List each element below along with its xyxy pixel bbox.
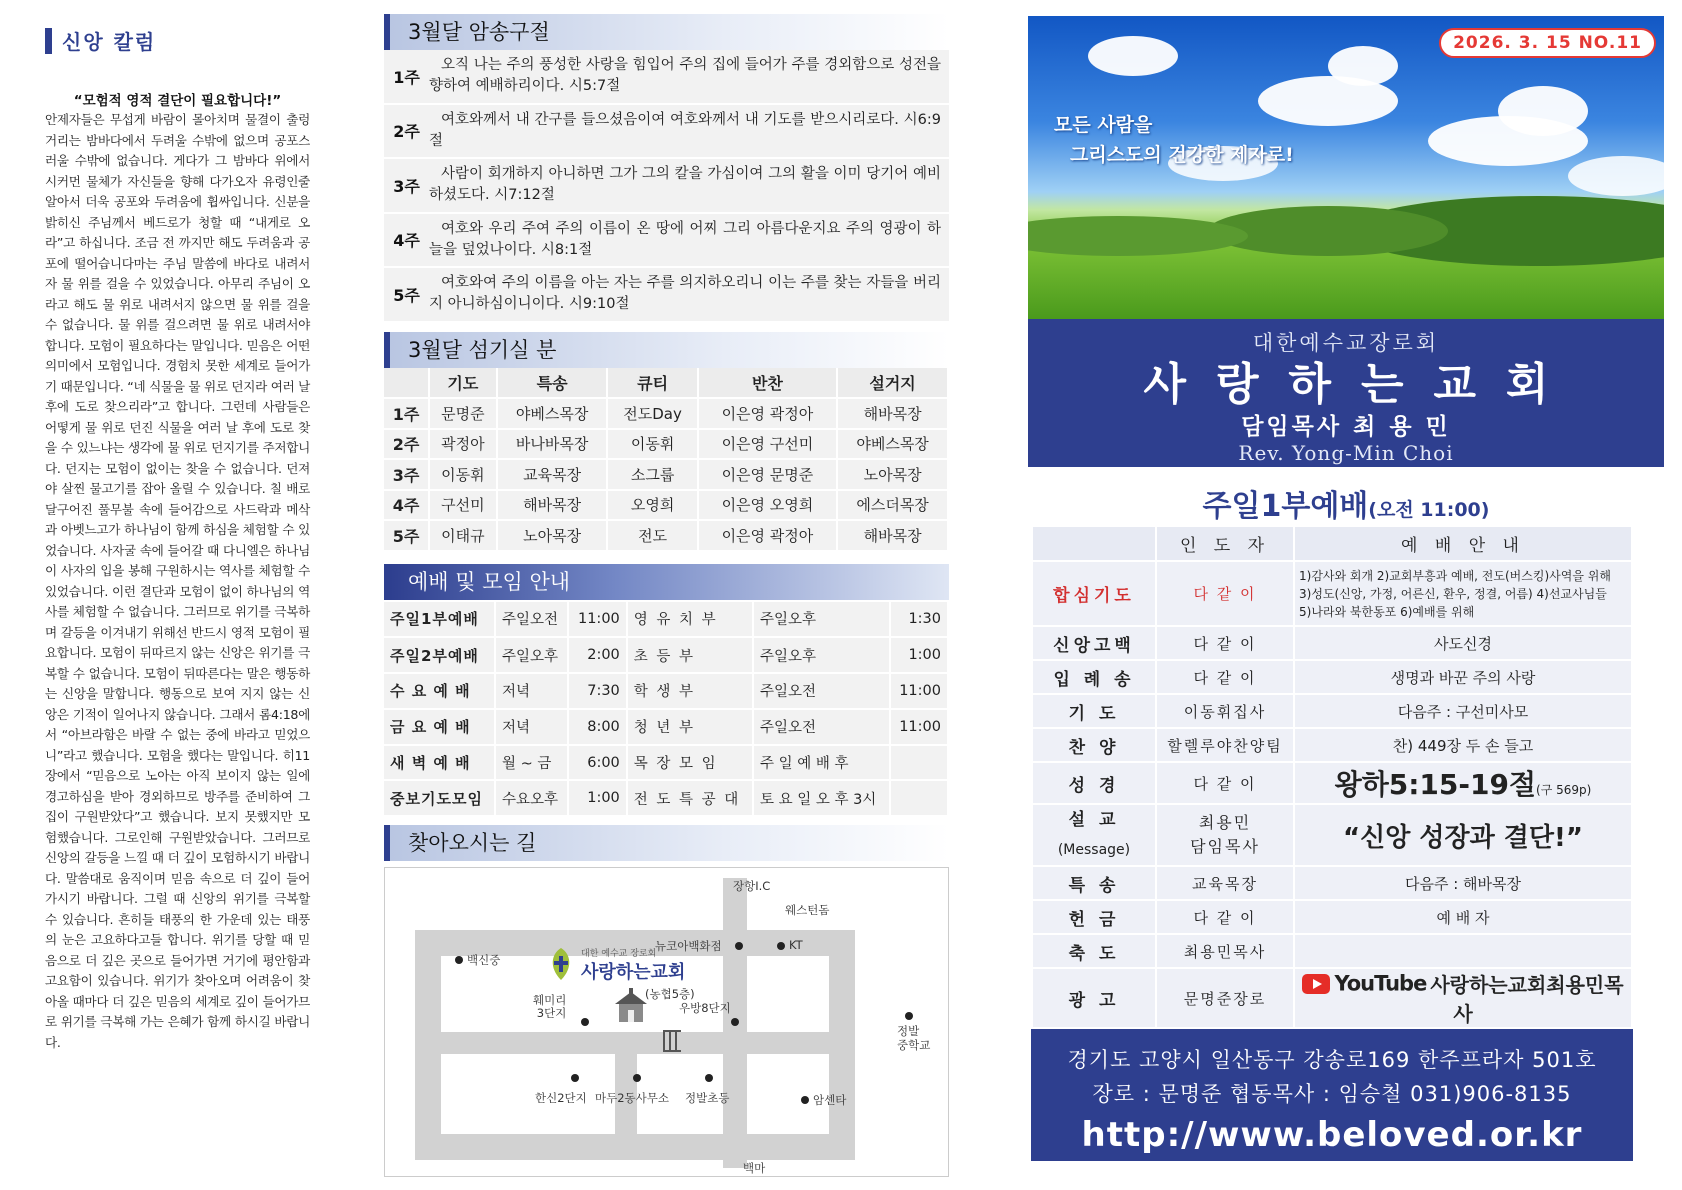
duty-header-cell: 큐티	[607, 368, 697, 399]
service-leader: 다 같 이	[1156, 626, 1294, 660]
memory-week: 1주	[393, 67, 420, 87]
service-row	[1032, 934, 1632, 968]
church-footer	[1031, 1029, 1633, 1161]
duty-cell: 노아목장	[837, 459, 948, 490]
church-logo-icon	[543, 944, 579, 984]
memory-verse: 여호와여 주의 이름을 아는 자는 주를 의지하오리니 이는 주를 찾는 자들을 버리지 아니하심이니이다. 시9:10절	[429, 275, 941, 313]
map-label-humiri: 훼미리 3단지	[533, 993, 567, 1021]
worship-cell: 월 ~ 금	[495, 745, 568, 781]
column-heading: “모험적 영적 결단이 필요합니다!”	[73, 93, 282, 109]
footer-address: 경기도 고양시 일산동구 강송로169 한주프라자 501호	[1067, 1048, 1597, 1072]
map-dot-madu	[633, 1074, 641, 1082]
memory-week: 3주	[393, 176, 420, 196]
worship-cell: 저녁	[495, 709, 568, 745]
service-leader: 다 같 이	[1156, 900, 1294, 934]
duty-cell: 곽정아	[429, 429, 497, 460]
worship-cell: 주일2부예배	[384, 637, 495, 673]
memory-row	[384, 159, 949, 214]
church-building-icon	[611, 988, 651, 1026]
worship-cell: 주일오후	[495, 637, 568, 673]
column-title-text: 신앙 칼럼	[62, 30, 157, 54]
duty-cell: 전도	[607, 520, 697, 551]
duty-cell: 전도Day	[607, 398, 697, 429]
cover-image	[1028, 16, 1664, 319]
service-guide: 사도신경	[1294, 626, 1632, 660]
service-guide: 다음주 : 구선미사모	[1294, 694, 1632, 728]
church-name: 사랑하는교회	[1143, 359, 1579, 410]
youtube-channel: 사랑하는교회최용민목사	[1430, 973, 1624, 1026]
duty-cell: 바나바목장	[497, 429, 608, 460]
duty-cell: 이은영 곽정아	[698, 398, 837, 429]
worship-cell	[890, 780, 949, 816]
worship-cell: 저녁	[495, 673, 568, 709]
service-label: 헌 금	[1032, 900, 1156, 934]
memory-week: 5주	[393, 285, 420, 305]
duty-row	[384, 490, 948, 521]
duty-header-cell: 기도	[429, 368, 497, 399]
worship-cell: 11:00	[568, 602, 626, 638]
map-label-nonghyup: (농협5층)	[645, 987, 695, 1002]
duty-cell: 이동휘	[429, 459, 497, 490]
duty-header-cell: 특송	[497, 368, 608, 399]
prayer-leader: 다 같 이	[1156, 561, 1294, 626]
prayer-label: 합심기도	[1032, 561, 1156, 626]
duty-cell: 이태규	[429, 520, 497, 551]
service-time: (오전 11:00)	[1368, 499, 1490, 521]
worship-row	[384, 745, 948, 781]
worship-table	[384, 602, 949, 818]
sermon-label-en: (Message)	[1057, 842, 1131, 858]
service-guide	[1294, 934, 1632, 968]
duty-cell: 5주	[384, 520, 429, 551]
directions-header: 찾아오시는 길	[384, 825, 949, 861]
duty-row	[384, 520, 948, 551]
map-label-kt: KT	[789, 938, 803, 953]
worship-cell: 7:30	[568, 673, 626, 709]
memory-verse: 오직 나는 주의 풍성한 사랑을 힘입어 주의 집에 들어가 주를 경외함으로 성전을 향하여 예배하리이다. 시5:7절	[429, 57, 941, 95]
service-leader: 다 같 이	[1156, 660, 1294, 694]
worship-cell: 새 벽 예 배	[384, 745, 495, 781]
duty-cell: 문명준	[429, 398, 497, 429]
worship-row	[384, 709, 948, 745]
worship-cell: 토 요 일 오 후 3시	[753, 780, 890, 816]
duty-cell: 4주	[384, 490, 429, 521]
duty-cell: 이은영 구선미	[698, 429, 837, 460]
memory-header: 3월달 암송구절	[384, 14, 949, 50]
map-label-madu: 마두2동사무소	[595, 1091, 669, 1106]
duty-cell: 구선미	[429, 490, 497, 521]
worship-cell: 중보기도모임	[384, 780, 495, 816]
worship-cell: 청 년 부	[627, 709, 753, 745]
header-leader: 인 도 자	[1156, 526, 1294, 561]
map-label-church: 사랑하는교회	[581, 962, 686, 984]
memory-row	[384, 50, 949, 105]
duty-header-cell: 반찬	[698, 368, 837, 399]
memory-row	[384, 214, 949, 269]
scripture-ref: 왕하5:15-19절	[1334, 768, 1537, 801]
worship-cell	[890, 745, 949, 781]
service-leader: 이동휘집사	[1156, 694, 1294, 728]
service-guide: 찬) 449장 두 손 들고	[1294, 728, 1632, 762]
duty-row	[384, 398, 948, 429]
column-info	[384, 14, 949, 1177]
motto-line1: 모든 사람을	[1054, 114, 1153, 136]
header-guide: 예 배 안 내	[1294, 526, 1632, 561]
title-bar	[45, 28, 52, 54]
sermon-leader-cell	[1156, 804, 1294, 866]
column-cover	[1028, 16, 1664, 1161]
duty-cell: 이동휘	[607, 429, 697, 460]
footer-contact: 장로 : 문명준 협동목사 : 임승철 031)906-8135	[1092, 1082, 1572, 1106]
memory-verse: 여호와 우리 주여 주의 이름이 온 땅에 어찌 그리 아름다운지요 주의 영광이 하늘을 덮었나이다. 시8:1절	[429, 220, 941, 258]
service-label: 기 도	[1032, 694, 1156, 728]
worship-cell: 주일오전	[753, 673, 890, 709]
duty-header: 3월달 섬기실 분	[384, 332, 949, 368]
service-title	[1028, 481, 1664, 525]
memory-row	[384, 268, 949, 323]
duty-table	[384, 368, 949, 552]
prayer-items: 1)감사와 회개 2)교회부흥과 예배, 전도(버스킹)사역을 위해 3)성도(신앙, 가정, 어른신, 환우, 정결, 어름) 4)선교사님들 5)나라와 북한동포 6)예배를 위해	[1294, 561, 1632, 626]
worship-row	[384, 637, 948, 673]
duty-header-row	[384, 368, 948, 399]
pastor-name: 담임목사 최 용 민	[1241, 414, 1451, 440]
worship-cell: 수요오후	[495, 780, 568, 816]
duty-cell: 3주	[384, 459, 429, 490]
map-dot-humiri	[581, 1018, 589, 1026]
service-row	[1032, 728, 1632, 762]
sermon-title: “신앙 성장과 결단!”	[1294, 804, 1632, 866]
sermon-label-cell	[1032, 804, 1156, 866]
duty-cell: 이은영 문명준	[698, 459, 837, 490]
memory-verse: 사람이 회개하지 아니하면 그가 그의 칼을 가심이여 그의 활을 이미 당기어 예비하셨도다. 시7:12절	[429, 166, 941, 204]
memory-list	[384, 50, 949, 324]
map-label-janghang: 장항I.C	[733, 879, 771, 894]
worship-cell: 주일오전	[753, 709, 890, 745]
duty-cell: 해바목장	[497, 490, 608, 521]
service-row	[1032, 866, 1632, 900]
service-row	[1032, 660, 1632, 694]
worship-cell: 11:00	[890, 709, 949, 745]
sermon-leader2: 담임목사	[1190, 837, 1260, 856]
service-label: 특 송	[1032, 866, 1156, 900]
service-guide: 예 배 자	[1294, 900, 1632, 934]
worship-cell: 주일오후	[753, 637, 890, 673]
duty-cell: 해바목장	[837, 520, 948, 551]
map-dot-baeksin	[455, 956, 463, 964]
duty-cell: 야베스목장	[497, 398, 608, 429]
map-dot-jeongbal-mid	[905, 1012, 913, 1020]
map-label-woobang: 우방8단지	[679, 1001, 731, 1016]
service-leader: 교육목장	[1156, 866, 1294, 900]
service-leader: 최용민목사	[1156, 934, 1294, 968]
map-dot-cancer	[801, 1096, 809, 1104]
scripture-cell	[1294, 762, 1632, 804]
map-label-newcore: 뉴코아백화점	[655, 939, 722, 954]
service-guide: 생명과 바꾼 주의 사랑	[1294, 660, 1632, 694]
worship-cell: 주일오전	[495, 602, 568, 638]
crosswalk-icon	[663, 1030, 681, 1052]
worship-cell: 8:00	[568, 709, 626, 745]
worship-cell: 금 요 예 배	[384, 709, 495, 745]
memory-week: 4주	[393, 231, 420, 251]
scripture-page: (구 569p)	[1536, 783, 1592, 797]
map-dot-hanshin	[571, 1074, 579, 1082]
worship-cell: 2:00	[568, 637, 626, 673]
map-label-jeongbal-mid: 정발 중학교	[897, 1024, 931, 1053]
duty-cell: 에스더목장	[837, 490, 948, 521]
date-badge: 2026. 3. 15 NO.11	[1439, 28, 1656, 58]
worship-cell: 초 등 부	[627, 637, 753, 673]
worship-cell: 주일오후	[753, 602, 890, 638]
service-label: 찬 양	[1032, 728, 1156, 762]
footer-url[interactable]: http://www.beloved.or.kr	[1081, 1115, 1583, 1155]
pastor-name-en: Rev. Yong-Min Choi	[1238, 441, 1454, 465]
map-dot-jeongbal-elem	[705, 1074, 713, 1082]
directions-map	[384, 867, 949, 1177]
worship-row	[384, 673, 948, 709]
map-label-baekma: 백마	[743, 1161, 766, 1176]
service-order-table	[1031, 525, 1633, 1029]
column-title	[45, 26, 310, 55]
sermon-label: 설 교	[1068, 810, 1120, 830]
worship-cell: 목 장 모 임	[627, 745, 753, 781]
memory-verse: 여호와께서 내 간구를 들으셨음이여 여호와께서 내 기도를 받으시리로다. 시6:9절	[429, 111, 941, 149]
map-label-baeksin: 백신중	[467, 953, 501, 968]
duty-cell: 2주	[384, 429, 429, 460]
duty-cell: 오영희	[607, 490, 697, 521]
worship-header: 예배 및 모임 안내	[384, 564, 949, 600]
service-row	[1032, 694, 1632, 728]
worship-cell: 학 생 부	[627, 673, 753, 709]
service-guide: 다음주 : 해바목장	[1294, 866, 1632, 900]
sermon-leader1: 최용민	[1198, 813, 1252, 832]
worship-cell: 1:00	[890, 637, 949, 673]
map-label-cancer: 암센타	[813, 1093, 847, 1108]
service-row	[1032, 626, 1632, 660]
church-banner	[1028, 319, 1664, 467]
motto-line2: 그리스도의 건강한 제자로!	[1070, 144, 1294, 166]
worship-cell: 수 요 예 배	[384, 673, 495, 709]
duty-cell: 교육목장	[497, 459, 608, 490]
denomination: 대한예수교장로회	[1252, 331, 1440, 355]
worship-cell: 주일1부예배	[384, 602, 495, 638]
youtube-icon	[1302, 974, 1330, 994]
map-label-hanshin: 한신2단지	[535, 1091, 587, 1106]
column-body: 안제자들은 무섭게 바람이 몰아치며 물결이 출렁거리는 밤바다에서 두려울 수밖에 없으며 공포스러울 수밖에 없습니다. 게다가 그 밤바다 위에서 시커먼 물체가 자신들을 향해 다가오자 유령인줄 알아서 더욱 공포와 두려움에 휩싸입니다. 신분을 밝히신 주님께서 베드로가 청할 때 “내게로 오라”고 하십니다. 조금 전 까지만 해도 두려움과 공포에 떨어습니다마는 주님 말씀에 바다로 내려서자 물 위를 걸을 수 있었습니다. 아무리 주님이 오라고 해도 물 위로 내려서지 않으면 물 위를 걸을 수 없습니다. 물 위를 걸으려면 물 위로 내려서야 합니다. 모험이 필요하다는 말입니다. 믿음은 어떤 의미에서 모험입니다. 경험치 못한 세계로 들어가기 때문입니다. “네 식물을 물 위로 던지라 여러 날 후에 도로 찾으리라”고 합니다. 그런데 사람들은 어떻게 물 위로 던진 식물을 여러 날 후에 도로 찾을 수 있느냐는 생각에 물 위로 던지기를 주저합니다. 던지는 모험이 없이는 찾을 수 없습니다. 던져야 살찐 물고기를 잡아 올릴 수 있습니다. 칠 배로 달구어진 풀무불 속에 들어감으로 사드락과 메삭과 아벳느고가 하나님이 함께 하심을 체험할 수 있었습니다. 사자굴 속에 들어갈 때 다니엘은 하나님이 사자의 입을 봉해 구원하시는 역사를 체험할 수 있었습니다. 이런 결단과 모험이 없이 하나님의 역사를 체험할 수 없습니다. 그러므로 위기를 극복하며 갈등을 이겨내기 위해선 반드시 영적 모험이 필요합니다. 모험이 뒤따르지 않는 신앙은 위기를 극복할 수 없습니다. 모험이 뒤따른다는 말은 행동하는 신앙을 말합니다. 행동으로 보여 지지 않는 신앙은 기적이 일어나지 않습니다. 그래서 롬4:18에서 “아브라함은 바랄 수 없는 중에 바라고 믿었으니”라고 했습니다. 모험을 했다는 말입니다. 히11장에서 “믿음으로 노아는 아직 보이지 않는 일에 경고하심을 받아 경외하므로 방주를 준비하여 그 집이 구원받았다”고 했습니다. 보지 못했지만 모험했습니다. 그로인해 구원받았습니다. 그러므로 신앙의 갈등을 느낄 때 더 깊이 모험하시기 바랍니다. 말씀대로 움직이며 믿음 속으로 더 깊이 들어가시기 바랍니다. 그럴 때 신앙의 위기를 극복할 수 있습니다. 흔히들 태풍의 한 가운데 있는 태풍의 눈은 고요하다고들 합니다. 위기를 당할 때 믿음으로 더 깊은 곳으로 들어가면 거기에 평안함과 고요함이 있습니다. 위기가 찾아오며 어려움이 찾아올 때마다 더 깊은 믿음의 세계로 깊이 들어가므로 위기를 극복해 가는 은혜가 함께 하시길 바랍니다.	[45, 112, 310, 1050]
duty-cell: 이은영 곽정아	[698, 520, 837, 551]
ad-label: 광 고	[1032, 968, 1156, 1028]
duty-cell: 이은영 오영희	[698, 490, 837, 521]
worship-cell: 6:00	[568, 745, 626, 781]
memory-row	[384, 105, 949, 160]
scripture-leader: 다 같 이	[1156, 762, 1294, 804]
ad-leader: 문명준장로	[1156, 968, 1294, 1028]
duty-cell: 노아목장	[497, 520, 608, 551]
memory-week: 2주	[393, 122, 420, 142]
duty-header-cell	[384, 368, 429, 399]
worship-cell: 영 유 치 부	[627, 602, 753, 638]
worship-cell: 1:00	[568, 780, 626, 816]
service-leader: 할렐루야찬양팀	[1156, 728, 1294, 762]
service-label: 신앙고백	[1032, 626, 1156, 660]
service-row	[1032, 900, 1632, 934]
youtube-cell[interactable]	[1294, 968, 1632, 1028]
map-label-jeongbal-elem: 정발초등	[685, 1091, 730, 1106]
scripture-label: 성 경	[1032, 762, 1156, 804]
worship-cell: 11:00	[890, 673, 949, 709]
service-name: 주일1부예배	[1202, 489, 1369, 524]
duty-cell: 해바목장	[837, 398, 948, 429]
map-label-westerndom: 웨스턴돔	[785, 903, 830, 918]
duty-cell: 야베스목장	[837, 429, 948, 460]
service-label: 축 도	[1032, 934, 1156, 968]
worship-row	[384, 602, 948, 638]
duty-header-cell: 설거지	[837, 368, 948, 399]
duty-cell: 소그룹	[607, 459, 697, 490]
duty-row	[384, 459, 948, 490]
worship-cell: 주 일 예 배 후	[753, 745, 890, 781]
worship-cell: 전 도 특 공 대	[627, 780, 753, 816]
map-label-church-small: 대한 예수교 장로회	[581, 949, 657, 960]
duty-cell: 1주	[384, 398, 429, 429]
service-label: 입 례 송	[1032, 660, 1156, 694]
column-faith-column	[45, 26, 310, 1053]
duty-row	[384, 429, 948, 460]
worship-cell: 1:30	[890, 602, 949, 638]
youtube-word: YouTube	[1334, 971, 1427, 996]
worship-row	[384, 780, 948, 816]
